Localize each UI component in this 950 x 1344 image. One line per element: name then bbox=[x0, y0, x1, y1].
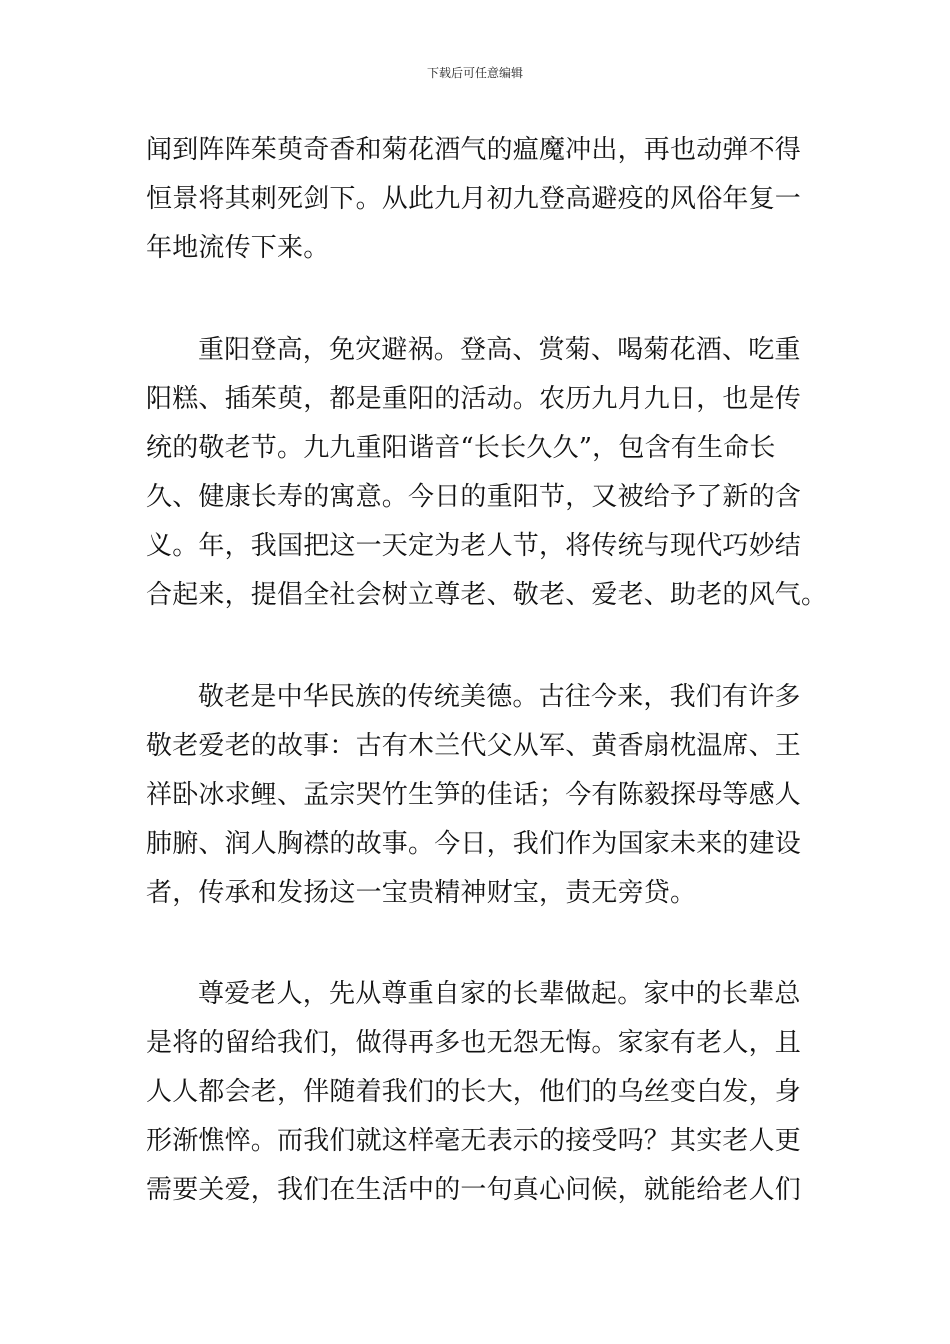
paragraph-line: 需要关爱，我们在生活中的一句真心问候，就能给老人们 bbox=[146, 1175, 802, 1205]
paragraph-line: 久、健康长寿的寓意。今日的重阳节，又被给予了新的含 bbox=[146, 482, 802, 512]
paragraph-line: 形渐憔悴。而我们就这样毫无表示的接受吗？其实老人更 bbox=[146, 1126, 802, 1156]
paragraph-line: 敬老爱老的故事：古有木兰代父从军、黄香扇枕温席、王 bbox=[146, 731, 802, 761]
paragraph-line: 重阳登高，免灾避祸。登高、赏菊、喝菊花酒、吃重 bbox=[198, 335, 801, 365]
paragraph-line: 肺腑、润人胸襟的故事。今日，我们作为国家未来的建设 bbox=[146, 829, 802, 859]
page-header: 下载后可任意编辑 bbox=[426, 66, 523, 80]
paragraph-line: 敬老是中华民族的传统美德。古往今来，我们有许多 bbox=[198, 682, 801, 712]
paragraph-line: 者，传承和发扬这一宝贵精神财宝，责无旁贷。 bbox=[146, 878, 697, 908]
paragraph-line: 恒景将其刺死剑下。从此九月初九登高避疫的风俗年复一 bbox=[146, 184, 802, 214]
paragraph-line: 祥卧冰求鲤、孟宗哭竹生笋的佳话；今有陈毅探母等感人 bbox=[146, 780, 802, 810]
paragraph-line: 年地流传下来。 bbox=[146, 233, 330, 263]
paragraph-line: 尊爱老人，先从尊重自家的长辈做起。家中的长辈总 bbox=[198, 979, 801, 1009]
paragraph-line: 闻到阵阵茱萸奇香和菊花酒气的瘟魔冲出，再也动弹不得 bbox=[146, 135, 802, 165]
paragraph-line: 阳糕、插茱萸，都是重阳的活动。农历九月九日，也是传 bbox=[146, 384, 802, 414]
paragraph-line: 是将的留给我们，做得再多也无怨无悔。家家有老人，且 bbox=[146, 1028, 802, 1058]
paragraph-line: 人人都会老，伴随着我们的长大，他们的乌丝变白发，身 bbox=[146, 1077, 802, 1107]
paragraph-line: 义。年，我国把这一天定为老人节，将传统与现代巧妙结 bbox=[146, 531, 802, 561]
paragraph-line: 合起来，提倡全社会树立尊老、敬老、爱老、助老的风气。 bbox=[146, 580, 828, 610]
paragraph-line: 统的敬老节。九九重阳谐音“长长久久”，包含有生命长 bbox=[146, 433, 776, 463]
